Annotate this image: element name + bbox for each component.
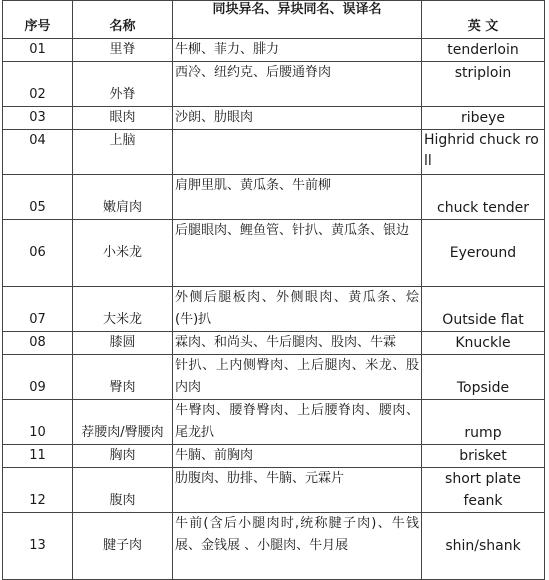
row-alias: 牛柳、菲力、腓力 (173, 39, 422, 62)
row-alias: 肩胛里肌、黄瓜条、牛前柳 (173, 175, 422, 220)
row-english: tenderloin (422, 39, 545, 62)
row-name: 里脊 (73, 39, 173, 62)
row-alias: 牛臀肉、腰脊臀肉、上后腰脊肉、腰肉、尾龙扒 (173, 400, 422, 445)
row-num: 03 (3, 107, 73, 130)
table-row (3, 107, 545, 130)
row-num: 07 (3, 287, 73, 332)
row-num: 06 (3, 220, 73, 287)
row-english: Topside (422, 355, 545, 400)
row-alias: 后腿眼肉、鲤鱼管、针扒、黄瓜条、银边 (173, 220, 422, 287)
table-row (3, 62, 545, 107)
table-row (3, 220, 545, 287)
row-name: 腹肉 (73, 468, 173, 513)
table-row (3, 400, 545, 445)
row-english: Knuckle (422, 332, 545, 355)
row-num: 01 (3, 39, 73, 62)
row-english: Highrid chuck roll (422, 130, 545, 175)
row-name: 外脊 (73, 62, 173, 107)
header-num: 序号 (3, 1, 73, 39)
row-num: 04 (3, 130, 73, 175)
row-name: 小米龙 (73, 220, 173, 287)
row-alias: 牛腩、前胸肉 (173, 445, 422, 468)
row-num: 02 (3, 62, 73, 107)
row-alias: 针扒、上内侧臀肉、上后腿肉、米龙、股内肉 (173, 355, 422, 400)
row-num: 08 (3, 332, 73, 355)
header-english: 英 文 (422, 1, 545, 39)
table-row (3, 513, 545, 580)
row-english: Outside flat (422, 287, 545, 332)
row-name: 眼肉 (73, 107, 173, 130)
row-name: 荐腰肉/臀腰肉 (73, 400, 173, 445)
row-alias: 霖肉、和尚头、牛后腿肉、股肉、牛霖 (173, 332, 422, 355)
header-name: 名称 (73, 1, 173, 39)
header-alias: 同块异名、异块同名、误译名 (173, 1, 422, 39)
row-alias: 沙朗、肋眼肉 (173, 107, 422, 130)
row-num: 11 (3, 445, 73, 468)
row-english: ribeye (422, 107, 545, 130)
row-num: 09 (3, 355, 73, 400)
row-english: rump (422, 400, 545, 445)
beef-cuts-table (2, 0, 545, 580)
row-english: brisket (422, 445, 545, 468)
row-name: 大米龙 (73, 287, 173, 332)
row-name: 臀肉 (73, 355, 173, 400)
table-row (3, 445, 545, 468)
table-header-row (3, 1, 545, 39)
table-row (3, 39, 545, 62)
row-alias: 西冷、纽约克、后腰通脊肉 (173, 62, 422, 107)
table-row (3, 468, 545, 513)
row-english: chuck tender (422, 175, 545, 220)
row-num: 05 (3, 175, 73, 220)
row-name: 上脑 (73, 130, 173, 175)
row-name: 腱子肉 (73, 513, 173, 580)
row-name: 胸肉 (73, 445, 173, 468)
row-english: shin/shank (422, 513, 545, 580)
row-alias: 牛前(含后小腿肉时,统称腱子肉)、牛钱展、金钱展 、小腿肉、牛月展 (173, 513, 422, 580)
row-alias (173, 130, 422, 175)
row-name: 嫩肩肉 (73, 175, 173, 220)
row-alias: 肋腹肉、肋排、牛腩、元霖片 (173, 468, 422, 513)
table-row (3, 175, 545, 220)
row-english: Eyeround (422, 220, 545, 287)
row-num: 13 (3, 513, 73, 580)
table-row (3, 130, 545, 175)
row-name: 膝圆 (73, 332, 173, 355)
row-num: 12 (3, 468, 73, 513)
table-row (3, 355, 545, 400)
row-num: 10 (3, 400, 73, 445)
row-english: short plate feank (422, 468, 545, 513)
row-english: striploin (422, 62, 545, 107)
table-row (3, 332, 545, 355)
table-row (3, 287, 545, 332)
row-alias: 外侧后腿板肉、外侧眼肉、黄瓜条、烩(牛)扒 (173, 287, 422, 332)
